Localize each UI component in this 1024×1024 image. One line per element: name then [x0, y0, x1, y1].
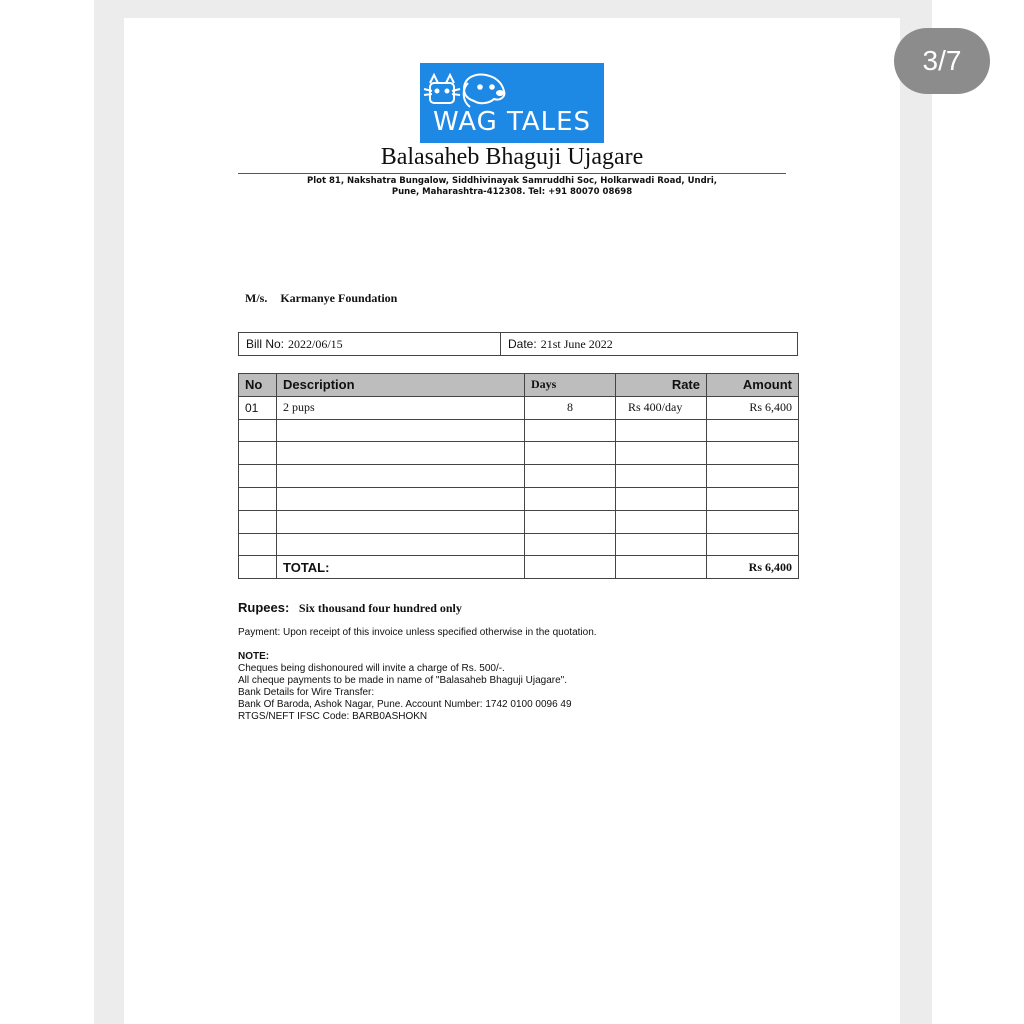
note-line-4: Bank Of Baroda, Ashok Nagar, Pune. Account Number: 1742 0100 0096 49	[238, 699, 572, 710]
empty-table-row	[239, 442, 799, 465]
items-table	[238, 373, 799, 579]
page-indicator: 3/7	[894, 28, 990, 94]
bill-date: 21st June 2022	[540, 336, 613, 351]
bill-number-cell	[239, 333, 501, 355]
company-address	[238, 176, 786, 198]
row-rate: Rs 400/day	[616, 396, 707, 419]
row-no: 01	[239, 396, 277, 419]
empty-table-row	[239, 419, 799, 442]
header-rate: Rate	[616, 374, 707, 397]
row-description: 2 pups	[277, 396, 525, 419]
empty-table-row	[239, 487, 799, 510]
note-block	[238, 651, 572, 723]
address-line-1: Plot 81, Nakshatra Bungalow, Siddhivinayak Samruddhi Soc, Holkarwadi Road, Undri,	[306, 176, 717, 186]
rupees-label: Rupees:	[238, 600, 290, 615]
header-no: No	[239, 374, 277, 397]
empty-table-row	[239, 465, 799, 488]
table-row	[239, 396, 799, 419]
total-row	[239, 556, 799, 579]
client-line	[245, 291, 397, 306]
note-line-5: RTGS/NEFT IFSC Code: BARB0ASHOKN	[238, 711, 428, 722]
client-name: Karmanye Foundation	[280, 291, 398, 305]
bill-number: 2022/06/15	[288, 336, 343, 351]
bill-date-label: Date:	[508, 337, 537, 351]
payment-terms: Payment: Upon receipt of this invoice unless specified otherwise in the quotation.	[238, 627, 597, 638]
logo-wordmark: WAG TALES	[432, 107, 592, 137]
empty-table-row	[239, 510, 799, 533]
bill-number-label: Bill No:	[246, 337, 285, 351]
amount-in-words	[238, 600, 462, 616]
table-header-row	[239, 374, 799, 397]
header-amount: Amount	[707, 374, 799, 397]
header-divider	[238, 173, 786, 174]
empty-table-row	[239, 533, 799, 556]
company-logo	[420, 63, 604, 143]
total-amount: Rs 6,400	[707, 556, 799, 579]
header-days: Days	[525, 374, 616, 397]
client-prefix: M/s.	[245, 291, 268, 305]
company-name: Balasaheb Bhaguji Ujagare	[380, 144, 644, 170]
bill-info-box	[238, 332, 798, 356]
row-amount: Rs 6,400	[707, 396, 799, 419]
note-line-3: Bank Details for Wire Transfer:	[238, 687, 375, 698]
bill-date-cell	[501, 333, 613, 355]
note-line-1: Cheques being dishonoured will invite a charge of Rs. 500/-.	[238, 663, 505, 674]
total-label: TOTAL:	[277, 556, 525, 579]
header-description: Description	[277, 374, 525, 397]
row-days: 8	[525, 396, 616, 419]
note-title: NOTE:	[238, 651, 270, 662]
address-line-2: Pune, Maharashtra-412308. Tel: +91 80070 08698	[391, 187, 633, 197]
rupees-value: Six thousand four hundred only	[298, 601, 462, 615]
note-line-2: All cheque payments to be made in name of "Balasaheb Bhaguji Ujagare".	[238, 675, 567, 686]
